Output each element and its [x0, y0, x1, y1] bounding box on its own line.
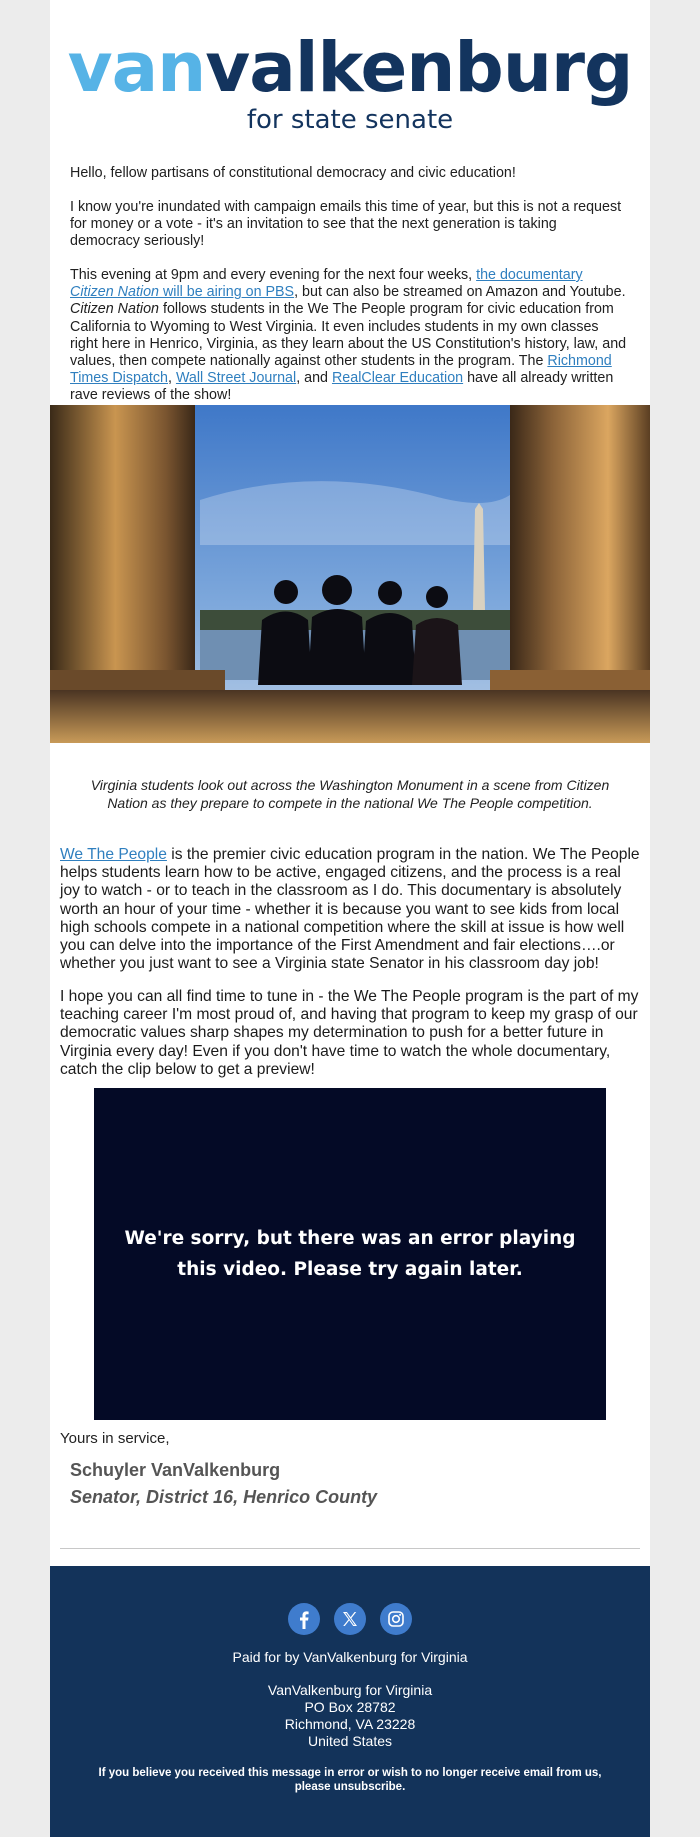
hero-image: [50, 405, 650, 743]
image-caption: Virginia students look out across the Washington Monument in a scene from Citizen Nation as they prepare to compete in the national We The People competition.: [90, 777, 610, 811]
logo-light-text: van: [67, 28, 206, 108]
we-the-people-link[interactable]: We The People: [60, 846, 167, 863]
logo-subtitle: for state senate: [246, 105, 454, 135]
divider: [60, 1548, 640, 1549]
address-line: VanValkenburg for Virginia: [267, 1682, 433, 1698]
footer: [50, 1566, 650, 1837]
greeting: Hello, fellow partisans of constitutional democracy and civic education!: [70, 165, 516, 181]
signature-name: Schuyler VanValkenburg: [70, 1460, 281, 1480]
campaign-logo: [50, 28, 650, 108]
facebook-icon[interactable]: [288, 1603, 320, 1635]
signature-title: Senator, District 16, Henrico County: [70, 1487, 378, 1507]
intro-paragraph-1: I know you're inundated with campaign emails this time of year, but this is not a request for money or a vote - it's an invitation to see that the next generation is taking democracy seriously!: [70, 199, 622, 250]
paid-for-notice: Paid for by VanValkenburg for Virginia: [232, 1649, 468, 1665]
email-body: [50, 0, 650, 1837]
video-player[interactable]: [94, 1088, 606, 1420]
documentary-link[interactable]: the documentary Citizen Nation will be airing on PBS: [70, 267, 583, 301]
students-monument-photo: [50, 405, 650, 743]
instagram-icon[interactable]: [380, 1603, 412, 1635]
richmond-times-dispatch-link[interactable]: Richmond Times Dispatch: [70, 353, 612, 387]
wall-street-journal-link[interactable]: Wall Street Journal: [175, 370, 297, 387]
unsubscribe-notice[interactable]: If you believe you received this message in error or wish to no longer receive email from us, please unsubscribe.: [98, 1767, 602, 1793]
x-icon[interactable]: [334, 1603, 366, 1635]
realclear-education-link[interactable]: RealClear Education: [331, 370, 464, 387]
closing-line: Yours in service,: [60, 1430, 170, 1447]
address-line: PO Box 28782: [304, 1699, 396, 1715]
mailing-address: [50, 1682, 650, 1750]
address-line: United States: [307, 1733, 393, 1749]
logo-dark-text: valkenburg: [205, 28, 633, 108]
body-paragraph-1: We The People is the premier civic education program in the nation. We The People helps students learn how to be active, engaged citizens, and the process is a real joy to watch - or to teach in the classroom as I do. This documentary is absolutely worth an hour of your time - whether it is because you want to see kids from local high schools compete in a national competition where the skill at issue is how well you can delve into the importance of the First Amendment and fair elections….or whether you just want to see a Virginia state Senator in his classroom day job!: [60, 846, 640, 973]
body-paragraph-2: I hope you can all find time to tune in - the We The People program is the part of my teaching career I'm most proud of, and having that program to keep my grasp of our democratic values sharp shapes my determination to push for a better future in Virginia every day! Even if you don't have time to watch the whole documentary, catch the clip below to get a preview!: [60, 988, 639, 1078]
social-links: [50, 1603, 650, 1635]
address-line: Richmond, VA 23228: [284, 1716, 416, 1732]
video-error-message: We're sorry, but there was an error playing this video. Please try again later.: [124, 1228, 576, 1280]
intro-paragraph-2: This evening at 9pm and every evening for the next four weeks, the documentary Citizen Nation will be airing on PBS, but can also be streamed on Amazon and Youtube. Citizen Nation follows students in the We The People program for civic education from California to Wyoming to West Virginia. It even includes students in my own classes right here in Henrico, Virginia, as they learn about the US Constitution's history, law, and values, then compete nationally against other students in the program. The Richmond Times Dispatch, Wall Street Journal, and RealClear Education have all already written rave reviews of the show!: [70, 267, 627, 404]
